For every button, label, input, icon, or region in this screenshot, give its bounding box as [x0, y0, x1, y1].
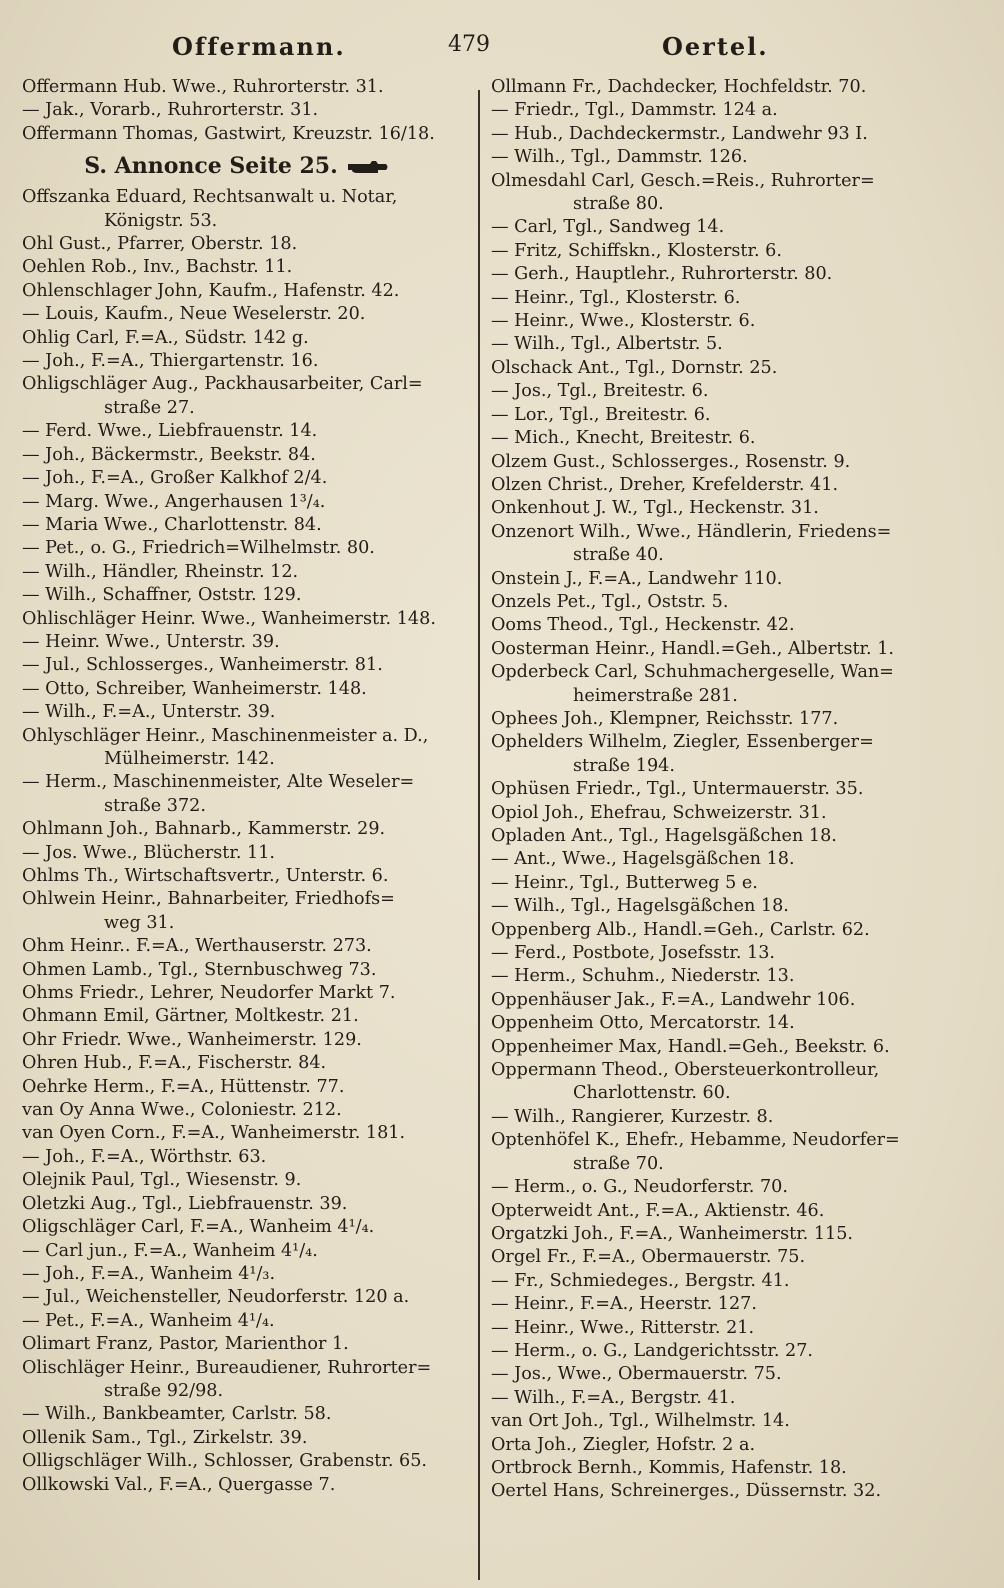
- entry-text: — Heinr., F.=A., Heerstr. 127.: [491, 1294, 757, 1315]
- directory-entry: [491, 1410, 961, 1433]
- directory-entry: [491, 825, 961, 848]
- directory-entry: [491, 216, 961, 239]
- entry-text: — Ant., Wwe., Hagelsgäßchen 18.: [491, 849, 795, 870]
- entry-continuation: straße 80.: [573, 194, 664, 215]
- directory-entry: [491, 357, 961, 380]
- entry-text: Ohl Gust., Pfarrer, Oberstr. 18.: [22, 234, 298, 255]
- entry-text: Olzem Gust., Schlosserges., Rosenstr. 9.: [491, 451, 851, 472]
- directory-entry: [491, 287, 961, 310]
- entry-continuation: straße 70.: [573, 1153, 664, 1174]
- directory-entry: [22, 186, 492, 233]
- entry-continuation: heimerstraße 281.: [573, 685, 738, 706]
- entry-text: Optenhöfel K., Ehefr., Hebamme, Neudorfer=: [491, 1130, 900, 1151]
- entry-text: — Wilh., Rangierer, Kurzestr. 8.: [491, 1106, 774, 1127]
- entry-text: — Pet., F.=A., Wanheim 4¹/₄.: [22, 1310, 275, 1331]
- directory-entry: [22, 1099, 492, 1122]
- entry-text: — Hub., Dachdeckermstr., Landwehr 93 I.: [491, 123, 868, 144]
- directory-entry: [491, 965, 961, 988]
- header-left-name: Offermann.: [172, 32, 346, 61]
- entry-text: van Oy Anna Wwe., Coloniestr. 212.: [22, 1100, 342, 1121]
- entry-text: Ohlenschlager John, Kaufm., Hafenstr. 42.: [22, 280, 400, 301]
- directory-entry: [491, 872, 961, 895]
- entry-text: — Fritz, Schiffskn., Klosterstr. 6.: [491, 240, 782, 261]
- entry-text: — Otto, Schreiber, Wanheimerstr. 148.: [22, 678, 367, 699]
- entry-text: Ohren Hub., F.=A., Fischerstr. 84.: [22, 1053, 327, 1074]
- directory-entry: [491, 638, 961, 661]
- directory-entry: [22, 654, 492, 677]
- entry-text: Ohlwein Heinr., Bahnarbeiter, Friedhofs=: [22, 889, 395, 910]
- entry-text: Ollmann Fr., Dachdecker, Hochfeldstr. 70.: [491, 77, 867, 97]
- directory-entry: [491, 521, 961, 568]
- directory-entry: [491, 1246, 961, 1269]
- directory-entry: [491, 451, 961, 474]
- entry-continuation: Mülheimerstr. 142.: [104, 748, 275, 769]
- entry-text: Ooms Theod., Tgl., Heckenstr. 42.: [491, 615, 795, 636]
- entry-text: — Jul., Weichensteller, Neudorferstr. 120 a.: [22, 1287, 410, 1308]
- directory-entry: [22, 1146, 492, 1169]
- pointing-hand-icon: [346, 158, 390, 176]
- entry-text: Ohr Friedr. Wwe., Wanheimerstr. 129.: [22, 1029, 362, 1050]
- entry-continuation: weg 31.: [104, 912, 175, 933]
- directory-entry: [22, 701, 492, 724]
- entry-text: — Joh., F.=A., Wörthstr. 63.: [22, 1146, 267, 1167]
- entry-text: — Joh., Bäckermstr., Beekstr. 84.: [22, 444, 316, 465]
- directory-entry: [491, 1293, 961, 1316]
- directory-entry: [491, 895, 961, 918]
- directory-entry: [491, 1129, 961, 1176]
- directory-entry: [22, 818, 492, 841]
- entry-text: Ohlmann Joh., Bahnarb., Kammerstr. 29.: [22, 819, 386, 840]
- entry-text: van Ort Joh., Tgl., Wilhelmstr. 14.: [491, 1411, 790, 1432]
- entry-text: — Wilh., Tgl., Dammstr. 126.: [491, 147, 748, 168]
- directory-entry: [491, 1223, 961, 1246]
- directory-entry: [22, 1005, 492, 1028]
- right-column: [491, 76, 961, 1504]
- entry-text: — Heinr., Tgl., Butterweg 5 e.: [491, 872, 758, 893]
- entry-text: — Wilh., F.=A., Bergstr. 41.: [491, 1387, 736, 1408]
- entry-text: — Wilh., Händler, Rheinstr. 12.: [22, 561, 299, 582]
- entry-text: — Pet., o. G., Friedrich=Wilhelmstr. 80.: [22, 538, 375, 559]
- entry-text: — Heinr., Tgl., Klosterstr. 6.: [491, 287, 741, 308]
- entry-text: — Fr., Schmiedeges., Bergstr. 41.: [491, 1270, 790, 1291]
- directory-entry: [22, 982, 492, 1005]
- entry-text: — Herm., Schuhm., Niederstr. 13.: [491, 966, 795, 987]
- entry-text: Offszanka Eduard, Rechtsanwalt u. Notar,: [22, 187, 398, 208]
- entry-text: Ohlischläger Heinr. Wwe., Wanheimerstr. 148.: [22, 608, 436, 629]
- directory-entry: [22, 1450, 492, 1473]
- directory-entry: [22, 842, 492, 865]
- entry-text: Orgel Fr., F.=A., Obermauerstr. 75.: [491, 1247, 806, 1268]
- directory-entry: [491, 1480, 961, 1503]
- entry-text: Oppenberg Alb., Handl.=Geh., Carlstr. 62.: [491, 919, 870, 940]
- directory-entry: [22, 1029, 492, 1052]
- entry-text: — Carl jun., F.=A., Wanheim 4¹/₄.: [22, 1240, 318, 1261]
- entry-continuation: Charlottenstr. 60.: [573, 1083, 731, 1104]
- entry-text: — Heinr. Wwe., Unterstr. 39.: [22, 631, 280, 652]
- directory-entry: [491, 240, 961, 263]
- directory-entry: [22, 327, 492, 350]
- entry-text: — Ferd. Wwe., Liebfrauenstr. 14.: [22, 421, 318, 442]
- entry-text: — Joh., F.=A., Großer Kalkhof 2/4.: [22, 468, 328, 489]
- entry-text: — Herm., o. G., Landgerichtsstr. 27.: [491, 1340, 813, 1361]
- entry-text: — Jos., Tgl., Breitestr. 6.: [491, 381, 709, 402]
- directory-entry: [491, 731, 961, 778]
- entry-text: Ortbrock Bernh., Kommis, Hafenstr. 18.: [491, 1457, 847, 1478]
- entry-text: van Oyen Corn., F.=A., Wanheimerstr. 181.: [22, 1123, 406, 1144]
- entry-text: Oppenhäuser Jak., F.=A., Landwehr 106.: [491, 989, 856, 1010]
- entry-text: Ohmann Emil, Gärtner, Moltkestr. 21.: [22, 1006, 359, 1027]
- entry-text: — Joh., F.=A., Wanheim 4¹/₃.: [22, 1263, 276, 1284]
- directory-entry: [491, 848, 961, 871]
- entry-text: Oletzki Aug., Tgl., Liebfrauenstr. 39.: [22, 1193, 348, 1214]
- entry-text: — Gerh., Hauptlehr., Ruhrorterstr. 80.: [491, 264, 833, 285]
- directory-entry: [491, 778, 961, 801]
- directory-entry: [22, 1310, 492, 1333]
- directory-entry: [22, 1169, 492, 1192]
- entry-text: Olimart Franz, Pastor, Marienthor 1.: [22, 1334, 349, 1355]
- entry-text: — Ferd., Postbote, Josefsstr. 13.: [491, 943, 775, 964]
- entry-text: Offermann Thomas, Gastwirt, Kreuzstr. 16/18.: [22, 123, 435, 144]
- header-right-name: Oertel.: [662, 32, 769, 61]
- directory-entry: [22, 514, 492, 537]
- directory-entry: [22, 1216, 492, 1239]
- entry-continuation: straße 27.: [104, 397, 195, 418]
- directory-entry: [22, 608, 492, 631]
- entry-text: Oehlen Rob., Inv., Bachstr. 11.: [22, 257, 293, 278]
- directory-entry: [22, 771, 492, 818]
- directory-entry: [491, 146, 961, 169]
- directory-entry: [22, 1474, 492, 1497]
- directory-entry: [22, 256, 492, 279]
- directory-entry: [491, 989, 961, 1012]
- entry-text: Onstein J., F.=A., Landwehr 110.: [491, 568, 783, 589]
- directory-entry: [491, 310, 961, 333]
- directory-entry: [491, 1036, 961, 1059]
- entry-text: — Heinr., Wwe., Ritterstr. 21.: [491, 1317, 755, 1338]
- directory-entry: [491, 404, 961, 427]
- directory-entry: [491, 1012, 961, 1035]
- entry-text: Orgatzki Joh., F.=A., Wanheimerstr. 115.: [491, 1223, 854, 1244]
- entry-text: Olzen Christ., Dreher, Krefelderstr. 41.: [491, 474, 839, 495]
- directory-entry: [491, 614, 961, 637]
- entry-text: Ophees Joh., Klempner, Reichsstr. 177.: [491, 708, 839, 729]
- directory-entry: [491, 1059, 961, 1106]
- directory-entry: [491, 497, 961, 520]
- directory-entry: [491, 170, 961, 217]
- directory-entry: [22, 537, 492, 560]
- entry-text: Ohlyschläger Heinr., Maschinenmeister a. D.,: [22, 725, 429, 746]
- directory-entry: [22, 99, 492, 122]
- directory-entry: [491, 76, 961, 99]
- directory-entry: [22, 420, 492, 443]
- entry-text: Oppermann Theod., Obersteuerkontrolleur,: [491, 1060, 880, 1081]
- directory-entry: [491, 1270, 961, 1293]
- directory-entry: [491, 1176, 961, 1199]
- entry-text: — Marg. Wwe., Angerhausen 1³/₄.: [22, 491, 326, 512]
- directory-entry: [22, 280, 492, 303]
- directory-entry: [22, 233, 492, 256]
- directory-entry: [491, 802, 961, 825]
- directory-entry: [22, 865, 492, 888]
- entry-text: S. Annonce Seite 25.: [84, 153, 338, 180]
- entry-text: Ohm Heinr.. F.=A., Werthauserstr. 273.: [22, 936, 372, 957]
- directory-entry: [22, 584, 492, 607]
- entry-text: Ollenik Sam., Tgl., Zirkelstr. 39.: [22, 1427, 308, 1448]
- entry-text: Ohlms Th., Wirtschaftsvertr., Unterstr. 6.: [22, 866, 389, 886]
- entry-text: Oppenheimer Max, Handl.=Geh., Beekstr. 6.: [491, 1036, 890, 1057]
- entry-text: — Louis, Kaufm., Neue Weselerstr. 20.: [22, 304, 366, 325]
- entry-text: Ohligschläger Aug., Packhausarbeiter, Carl=: [22, 374, 423, 395]
- directory-entry: [491, 427, 961, 450]
- directory-entry: [22, 959, 492, 982]
- entry-text: — Wilh., Tgl., Hagelsgäßchen 18.: [491, 896, 789, 917]
- directory-entry: [491, 708, 961, 731]
- entry-continuation: straße 92/98.: [104, 1380, 224, 1401]
- entry-text: — Mich., Knecht, Breitestr. 6.: [491, 428, 756, 449]
- directory-entry: [491, 942, 961, 965]
- directory-entry: [491, 1387, 961, 1410]
- directory-entry: [22, 1122, 492, 1145]
- entry-text: Oosterman Heinr., Handl.=Geh., Albertstr. 1.: [491, 638, 894, 659]
- entry-text: — Lor., Tgl., Breitestr. 6.: [491, 404, 711, 425]
- entry-text: — Carl, Tgl., Sandweg 14.: [491, 217, 725, 238]
- directory-entry: [491, 661, 961, 708]
- directory-entry: [22, 1076, 492, 1099]
- entry-text: Oertel Hans, Schreinerges., Düssernstr. 32.: [491, 1481, 882, 1502]
- entry-text: — Jul., Schlosserges., Wanheimerstr. 81.: [22, 655, 383, 676]
- entry-text: Ophüsen Friedr., Tgl., Untermauerstr. 35.: [491, 779, 864, 800]
- directory-entry: [22, 1286, 492, 1309]
- entry-text: — Wilh., Bankbeamter, Carlstr. 58.: [22, 1404, 332, 1425]
- directory-entry: [491, 1457, 961, 1480]
- entry-text: Oligschläger Carl, F.=A., Wanheim 4¹/₄.: [22, 1217, 375, 1238]
- entry-text: Olligschläger Wilh., Schlosser, Grabenstr. 65.: [22, 1451, 427, 1472]
- directory-entry: [22, 1403, 492, 1426]
- directory-entry: [22, 303, 492, 326]
- entry-text: — Jos. Wwe., Blücherstr. 11.: [22, 842, 276, 863]
- directory-entry: [22, 725, 492, 772]
- directory-entry: [491, 919, 961, 942]
- directory-entry: [22, 444, 492, 467]
- directory-entry: [22, 123, 492, 146]
- directory-entry: [491, 123, 961, 146]
- entry-continuation: Königstr. 53.: [104, 210, 218, 231]
- directory-entry: [22, 1357, 492, 1404]
- entry-text: Olischläger Heinr., Bureaudiener, Ruhrorter=: [22, 1357, 432, 1378]
- entry-text: — Friedr., Tgl., Dammstr. 124 a.: [491, 100, 778, 121]
- entry-text: — Herm., Maschinenmeister, Alte Weseler=: [22, 772, 415, 793]
- directory-entry: [491, 591, 961, 614]
- entry-text: Ophelders Wilhelm, Ziegler, Essenberger=: [491, 732, 874, 753]
- entry-text: Oehrke Herm., F.=A., Hüttenstr. 77.: [22, 1076, 345, 1097]
- entry-text: — Wilh., Schaffner, Oststr. 129.: [22, 585, 302, 606]
- entry-text: Opterweidt Ant., F.=A., Aktienstr. 46.: [491, 1200, 825, 1221]
- entry-text: — Joh., F.=A., Thiergartenstr. 16.: [22, 351, 319, 372]
- entry-text: — Jos., Wwe., Obermauerstr. 75.: [491, 1364, 782, 1385]
- entry-text: — Wilh., Tgl., Albertstr. 5.: [491, 334, 723, 355]
- directory-entry: [22, 373, 492, 420]
- entry-text: Ollkowski Val., F.=A., Quergasse 7.: [22, 1474, 336, 1495]
- entry-text: Onzenort Wilh., Wwe., Händlerin, Friedens=: [491, 521, 892, 542]
- directory-entry: [491, 1317, 961, 1340]
- directory-entry: [22, 1193, 492, 1216]
- directory-entry: [491, 1363, 961, 1386]
- entry-text: Olschack Ant., Tgl., Dornstr. 25.: [491, 357, 778, 378]
- directory-entry: [22, 678, 492, 701]
- entry-text: Olejnik Paul, Tgl., Wiesenstr. 9.: [22, 1170, 302, 1191]
- entry-text: Opderbeck Carl, Schuhmachergeselle, Wan=: [491, 662, 894, 683]
- entry-text: Opiol Joh., Ehefrau, Schweizerstr. 31.: [491, 802, 827, 823]
- page-number: 479: [448, 32, 490, 57]
- directory-entry: [22, 467, 492, 490]
- left-column: [22, 76, 492, 1497]
- directory-entry: [22, 76, 492, 99]
- directory-entry: [22, 1240, 492, 1263]
- directory-entry: [491, 474, 961, 497]
- directory-entry: [22, 1427, 492, 1450]
- entry-continuation: straße 194.: [573, 755, 675, 776]
- directory-entry: [22, 561, 492, 584]
- directory-entry: [491, 1106, 961, 1129]
- entry-text: Onzels Pet., Tgl., Oststr. 5.: [491, 591, 729, 612]
- directory-entry: [491, 333, 961, 356]
- annonce-notice: [22, 146, 492, 186]
- directory-entry: [22, 1263, 492, 1286]
- entry-text: — Wilh., F.=A., Unterstr. 39.: [22, 702, 276, 723]
- entry-text: Orta Joh., Ziegler, Hofstr. 2 a.: [491, 1434, 756, 1455]
- directory-entry: [22, 631, 492, 654]
- entry-text: Onkenhout J. W., Tgl., Heckenstr. 31.: [491, 498, 819, 519]
- directory-entry: [22, 350, 492, 373]
- entry-text: Ohms Friedr., Lehrer, Neudorfer Markt 7.: [22, 983, 396, 1004]
- entry-continuation: straße 372.: [104, 795, 206, 816]
- directory-entry: [491, 99, 961, 122]
- entry-text: — Heinr., Wwe., Klosterstr. 6.: [491, 311, 756, 332]
- directory-entry: [22, 1052, 492, 1075]
- directory-entry: [22, 491, 492, 514]
- directory-entry: [491, 263, 961, 286]
- directory-entry: [491, 1434, 961, 1457]
- directory-entry: [491, 1340, 961, 1363]
- entry-text: Ohmen Lamb., Tgl., Sternbuschweg 73.: [22, 959, 377, 980]
- directory-entry: [491, 568, 961, 591]
- directory-entry: [491, 380, 961, 403]
- entry-text: Opladen Ant., Tgl., Hagelsgäßchen 18.: [491, 826, 837, 846]
- entry-text: Offermann Hub. Wwe., Ruhrorterstr. 31.: [22, 77, 384, 97]
- directory-entry: [22, 1333, 492, 1356]
- entry-continuation: straße 40.: [573, 545, 664, 566]
- entry-text: — Jak., Vorarb., Ruhrorterstr. 31.: [22, 100, 319, 121]
- directory-entry: [22, 935, 492, 958]
- entry-text: — Maria Wwe., Charlottenstr. 84.: [22, 514, 322, 535]
- entry-text: Ohlig Carl, F.=A., Südstr. 142 g.: [22, 327, 309, 348]
- directory-entry: [491, 1200, 961, 1223]
- entry-text: Oppenheim Otto, Mercatorstr. 14.: [491, 1013, 795, 1034]
- entry-text: — Herm., o. G., Neudorferstr. 70.: [491, 1177, 788, 1198]
- entry-text: Olmesdahl Carl, Gesch.=Reis., Ruhrorter=: [491, 170, 875, 191]
- page-header: [0, 26, 1004, 66]
- directory-entry: [22, 888, 492, 935]
